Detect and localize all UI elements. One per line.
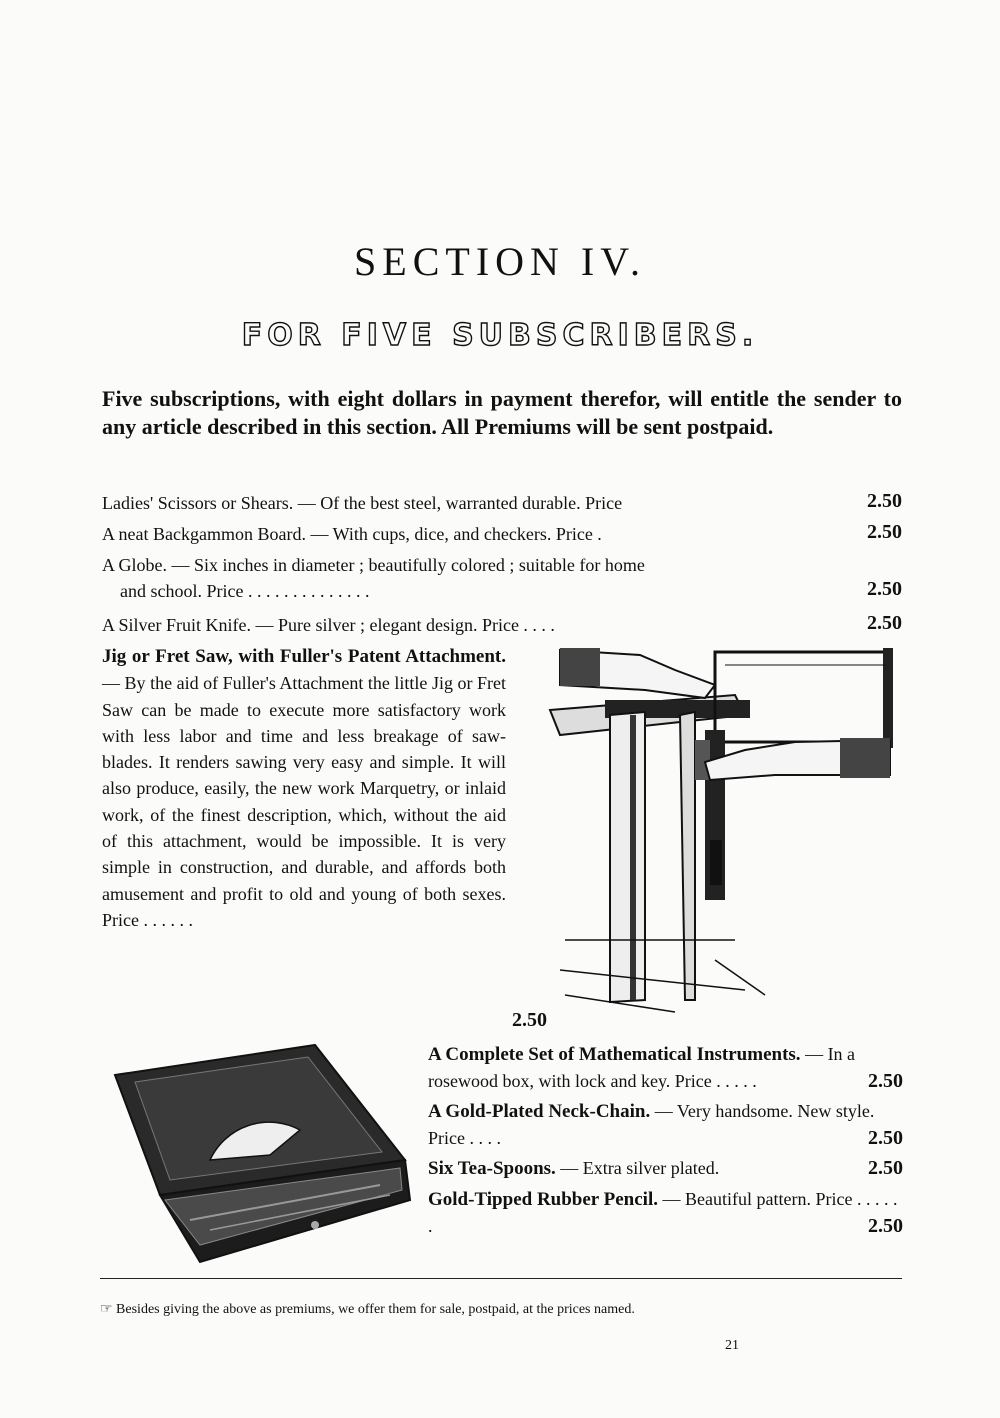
item-price: 2.50 xyxy=(867,612,902,634)
item-description: — Pure silver ; elegant design. Price . . . . xyxy=(251,615,555,635)
item-price: 2.50 xyxy=(867,521,902,543)
premium-item xyxy=(428,1186,903,1239)
item-price: 2.50 xyxy=(868,1215,903,1237)
premium-item xyxy=(102,521,902,547)
item-description: — In a rosewood box, with lock and key. Price . . . . . xyxy=(428,1044,856,1091)
item-description: — Extra silver plated. xyxy=(555,1158,720,1178)
item-description: — Six inches in diameter ; beautifully colored ; suitable for home xyxy=(167,555,645,575)
item-description: — By the aid of Fuller's Attachment the little Jig or Fret Saw can be made to execute more satisfactory work with less labor and time and less breakage of saw-blades. It renders sawing very easy and simple. It will also produce, easily, the new work Marquetry, or inlaid work, of the finest description, which, without the aid of this attachment, would be impossible. It is very simple in construction, and durable, and affords both amusement and profit to old and young of both sexes. Price . . . . . . xyxy=(102,673,506,930)
item-description-continued: and school. Price . . . . . . . . . . . . . . xyxy=(120,581,370,601)
item-price: 2.50 xyxy=(867,578,902,600)
premium-item xyxy=(102,490,902,516)
item-description: — With cups, dice, and checkers. Price . xyxy=(305,524,602,544)
item-name: Ladies' Scissors or Shears. xyxy=(102,493,294,513)
section-title: SECTION IV. xyxy=(354,239,646,284)
item-description: — Very handsome. New style. Price . . . . xyxy=(428,1101,875,1148)
mathematical-instruments-box-illustration xyxy=(110,1040,420,1270)
item-description: — Of the best steel, warranted durable. Price xyxy=(293,493,623,513)
item-name: A Silver Fruit Knife. xyxy=(102,615,251,635)
item-description: — Beautiful pattern. Price . . . . . . xyxy=(428,1189,898,1236)
lower-items-list xyxy=(428,1041,903,1239)
item-name: A Complete Set of Mathematical Instruments. xyxy=(428,1044,801,1065)
item-price: 2.50 xyxy=(867,490,902,512)
item-name: Six Tea-Spoons. xyxy=(428,1158,556,1179)
item-price: 2.50 xyxy=(868,1127,903,1149)
premium-item xyxy=(428,1155,903,1182)
item-name: A Gold-Plated Neck-Chain. xyxy=(428,1101,651,1122)
footnote-divider xyxy=(100,1278,902,1279)
premium-item xyxy=(428,1041,903,1094)
item-name: Jig or Fret Saw, with Fuller's Patent Attachment. xyxy=(102,646,506,667)
premium-item xyxy=(428,1098,903,1151)
jig-saw-item xyxy=(102,643,506,933)
premium-item xyxy=(102,612,902,638)
item-name: Gold-Tipped Rubber Pencil. xyxy=(428,1189,658,1210)
item-price: 2.50 xyxy=(512,1009,547,1031)
item-price: 2.50 xyxy=(868,1157,903,1179)
intro-paragraph: Five subscriptions, with eight dollars in payment therefor, will entitle the sender to any article described in this section. All Premiums will be sent postpaid. xyxy=(102,386,902,439)
item-price: 2.50 xyxy=(868,1070,903,1092)
item-name: A neat Backgammon Board. xyxy=(102,524,306,544)
footnote: ☞ Besides giving the above as premiums, we offer them for sale, postpaid, at the prices named. xyxy=(100,1302,635,1317)
premium-item xyxy=(102,552,902,578)
section-subtitle: FOR FIVE SUBSCRIBERS. xyxy=(241,318,759,353)
fret-saw-illustration xyxy=(545,640,905,1020)
page-number: 21 xyxy=(725,1338,739,1353)
item-name: A Globe. xyxy=(102,555,167,575)
